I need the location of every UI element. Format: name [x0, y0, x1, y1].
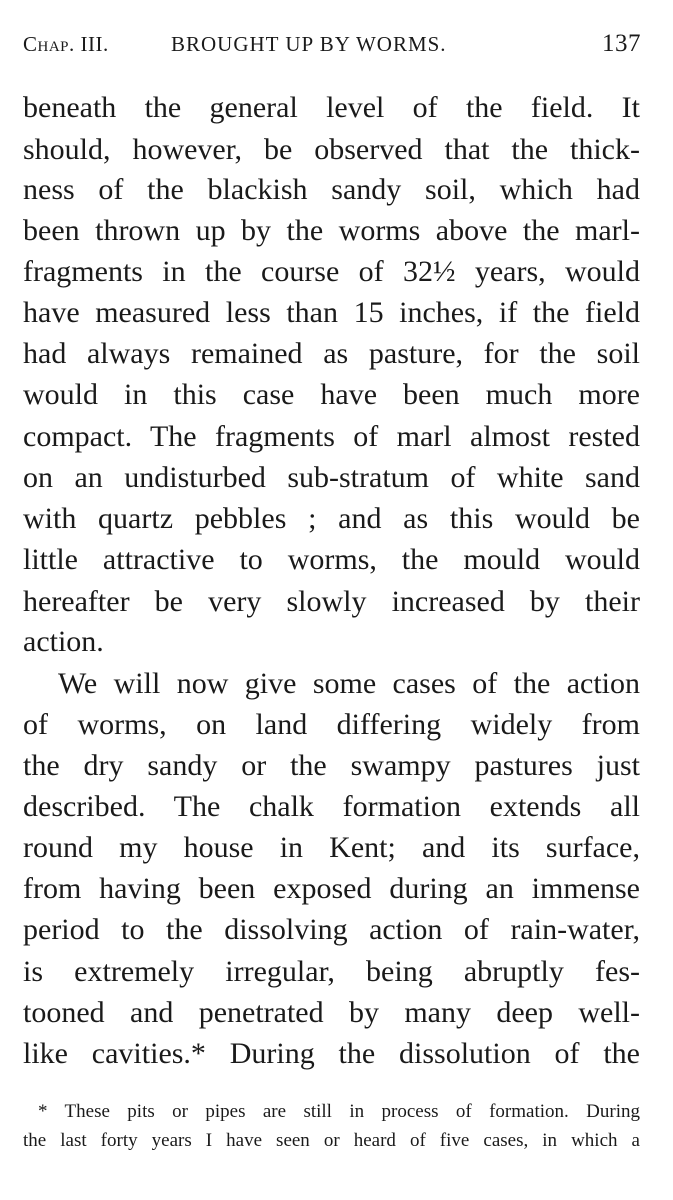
text-line: ness of the blackish sandy soil, which had: [23, 173, 640, 206]
text-line: fragments in the course of 32½ years, would: [23, 255, 640, 288]
text-line: of worms, on land differing widely from: [23, 708, 640, 741]
text-line: beneath the general level of the field. It: [23, 91, 640, 124]
text-line: is extremely irregular, being abruptly fes-: [23, 955, 640, 988]
footnote-line: the last forty years I have seen or heard of five cases, in which a: [23, 1130, 640, 1151]
text-line: had always remained as pasture, for the soil: [23, 337, 640, 370]
running-head: [23, 32, 641, 64]
text-line: like cavities.* During the dissolution of the: [23, 1037, 640, 1070]
text-line: tooned and penetrated by many deep well-: [23, 996, 640, 1029]
text-line: from having been exposed during an immense: [23, 872, 640, 905]
text-line: been thrown up by the worms above the marl-: [23, 214, 640, 247]
text-line: on an undisturbed sub-stratum of white sand: [23, 461, 640, 494]
text-line: with quartz pebbles ; and as this would be: [23, 502, 640, 535]
text-line: We will now give some cases of the action: [58, 667, 640, 700]
text-line: compact. The fragments of marl almost rested: [23, 420, 640, 453]
text-line: action.: [23, 625, 104, 658]
text-line: should, however, be observed that the thick-: [23, 133, 640, 166]
chapter-label: Chap. III.: [23, 32, 109, 56]
text-line: hereafter be very slowly increased by their: [23, 585, 640, 618]
running-title: BROUGHT UP BY WORMS.: [171, 32, 447, 56]
text-line: little attractive to worms, the mould would: [23, 543, 640, 576]
footnote-line: * These pits or pipes are still in process of formation. During: [38, 1101, 640, 1122]
page-number: 137: [602, 30, 641, 57]
text-line: round my house in Kent; and its surface,: [23, 831, 640, 864]
text-line: have measured less than 15 inches, if the field: [23, 296, 640, 329]
text-line: described. The chalk formation extends all: [23, 790, 640, 823]
text-line: the dry sandy or the swampy pastures just: [23, 749, 640, 782]
text-line: period to the dissolving action of rain-water,: [23, 913, 640, 946]
text-line: would in this case have been much more: [23, 378, 640, 411]
